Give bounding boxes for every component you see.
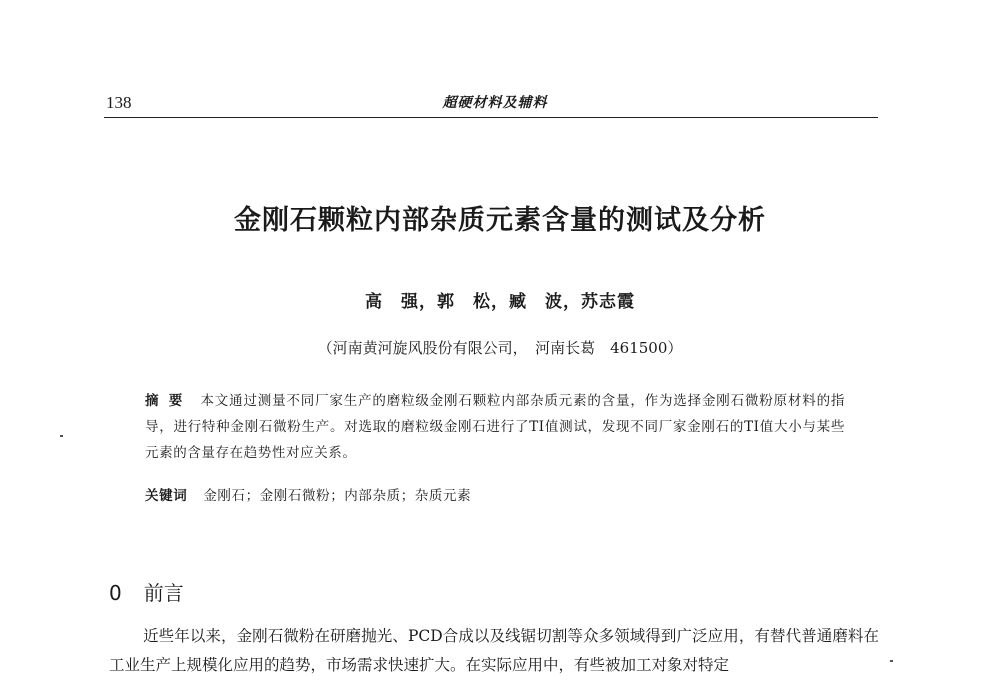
keywords [145, 484, 845, 504]
affiliation: （河南黄河旋风股份有限公司， 河南长葛 461500） [317, 339, 683, 357]
header-rule [104, 117, 878, 118]
section-title: 前言 [143, 581, 184, 605]
abstract-label: 摘要 [145, 393, 193, 409]
scan-speck [60, 435, 63, 437]
body-text: 近些年以来，金刚石微粉在研磨抛光、PCD合成以及线锯切割等众多领域得到广泛应用，有替代普通磨料在工业生产上规模化应用的趋势，市场需求快速扩大。在实际应用中，有些被加工对象对特定 [109, 627, 879, 674]
keywords-label: 关键词 [145, 488, 188, 504]
abstract-text: 本文通过测量不同厂家生产的磨粒级金刚石颗粒内部杂质元素的含量，作为选择金刚石微粉原材料的指导，进行特种金刚石微粉生产。对选取的磨粒级金刚石进行了TI值测试，发现不同厂家金刚石的TI值大小与某些元素的含量存在趋势性对应关系。 [145, 393, 846, 461]
author-list: 高 强，郭 松，臧 波，苏志霞 [365, 292, 635, 312]
section-heading [109, 577, 184, 606]
page-number: 138 [106, 93, 132, 112]
article-title: 金刚石颗粒内部杂质元素含量的测试及分析 [234, 205, 766, 236]
abstract [145, 388, 845, 466]
scan-speck [890, 660, 893, 662]
keywords-text: 金刚石；金刚石微粉；内部杂质；杂质元素 [203, 488, 472, 504]
body-paragraph [109, 622, 879, 680]
section-number: 0 [109, 581, 122, 605]
running-header: 超硬材料及辅料 [442, 95, 548, 111]
